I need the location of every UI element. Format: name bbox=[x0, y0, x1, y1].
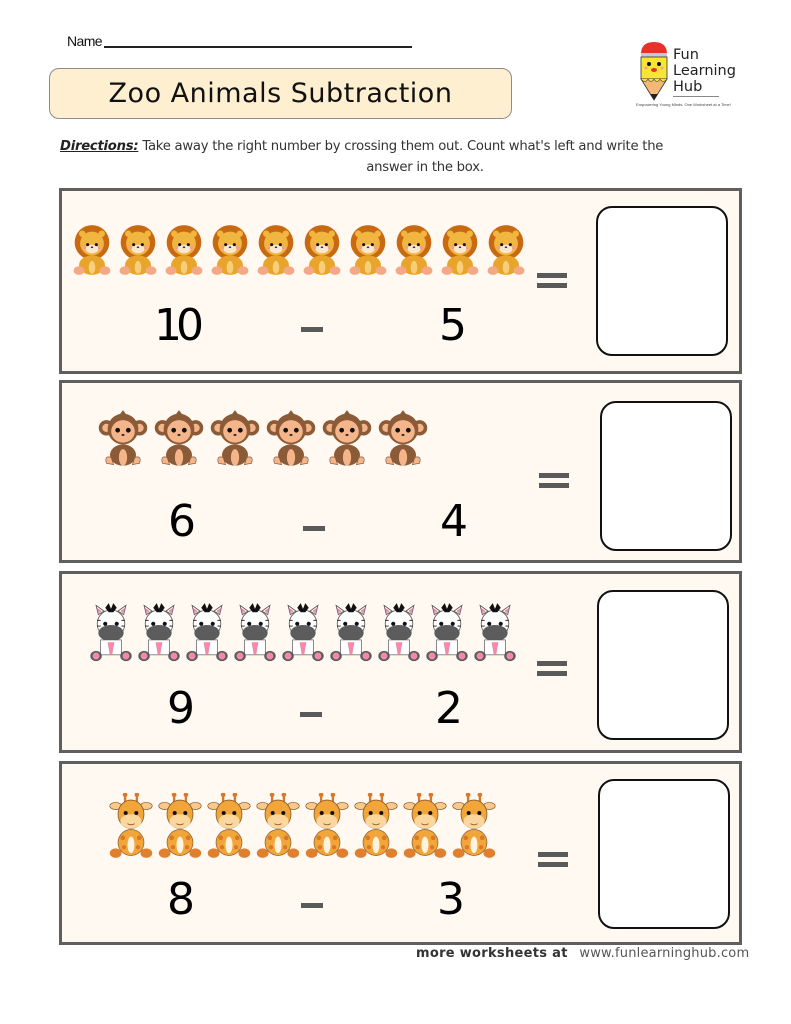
logo-line-learning: Learning bbox=[673, 63, 736, 79]
zebra-icon[interactable] bbox=[328, 603, 374, 663]
zebra-icon[interactable] bbox=[232, 603, 278, 663]
directions bbox=[60, 136, 680, 178]
logo-tagline: Empowering Young Minds, One Worksheet at a Time! bbox=[636, 102, 731, 107]
subtrahend: 4 bbox=[440, 496, 468, 547]
monkey-icon[interactable] bbox=[209, 410, 261, 467]
logo-line-fun: Fun bbox=[673, 47, 699, 63]
problem-panel-lions bbox=[59, 188, 742, 374]
minuend: 10 bbox=[154, 300, 198, 351]
lion-icon[interactable] bbox=[161, 224, 207, 276]
minuend: 6 bbox=[168, 496, 196, 547]
minus-sign bbox=[300, 712, 322, 717]
name-input-line[interactable] bbox=[104, 46, 412, 48]
answer-box[interactable] bbox=[597, 590, 729, 740]
logo-line-hub: Hub bbox=[673, 79, 703, 95]
name-row bbox=[67, 34, 412, 48]
directions-text-line2: answer in the box. bbox=[366, 160, 484, 175]
animal-row-monkeys bbox=[97, 410, 429, 467]
lion-icon[interactable] bbox=[253, 224, 299, 276]
answer-box[interactable] bbox=[598, 779, 730, 929]
subtrahend: 2 bbox=[435, 683, 463, 734]
giraffe-icon[interactable] bbox=[401, 793, 449, 859]
zebra-icon[interactable] bbox=[184, 603, 230, 663]
giraffe-icon[interactable] bbox=[156, 793, 204, 859]
equals-sign bbox=[538, 852, 568, 867]
lion-icon[interactable] bbox=[115, 224, 161, 276]
giraffe-icon[interactable] bbox=[107, 793, 155, 859]
minus-sign bbox=[301, 327, 323, 332]
zebra-icon[interactable] bbox=[376, 603, 422, 663]
monkey-icon[interactable] bbox=[97, 410, 149, 467]
footer-more-worksheets: more worksheets at bbox=[416, 946, 568, 961]
animal-row-lions bbox=[69, 224, 529, 276]
lion-icon[interactable] bbox=[345, 224, 391, 276]
subtrahend: 5 bbox=[439, 300, 467, 351]
minuend: 9 bbox=[167, 683, 195, 734]
monkey-icon[interactable] bbox=[265, 410, 317, 467]
giraffe-icon[interactable] bbox=[450, 793, 498, 859]
zebra-icon[interactable] bbox=[136, 603, 182, 663]
lion-icon[interactable] bbox=[391, 224, 437, 276]
directions-label: Directions: bbox=[60, 139, 139, 154]
answer-box[interactable] bbox=[600, 401, 732, 551]
zebra-icon[interactable] bbox=[424, 603, 470, 663]
lion-icon[interactable] bbox=[483, 224, 529, 276]
subtrahend: 3 bbox=[437, 874, 465, 925]
lion-icon[interactable] bbox=[207, 224, 253, 276]
lion-icon[interactable] bbox=[299, 224, 345, 276]
zebra-icon[interactable] bbox=[88, 603, 134, 663]
footer-url-link[interactable]: www.funlearninghub.com bbox=[579, 946, 750, 961]
animal-row-giraffes bbox=[107, 793, 498, 859]
name-label: Name bbox=[67, 33, 102, 49]
minus-sign bbox=[303, 526, 325, 531]
giraffe-icon[interactable] bbox=[205, 793, 253, 859]
answer-box[interactable] bbox=[596, 206, 728, 356]
giraffe-icon[interactable] bbox=[303, 793, 351, 859]
zebra-icon[interactable] bbox=[472, 603, 518, 663]
problem-panel-monkeys bbox=[59, 380, 742, 563]
page-title: Zoo Animals Subtraction bbox=[108, 78, 453, 109]
title-banner bbox=[49, 68, 512, 119]
monkey-icon[interactable] bbox=[153, 410, 205, 467]
footer bbox=[416, 945, 749, 961]
pencil-mascot-icon bbox=[636, 40, 672, 102]
animal-row-zebras bbox=[88, 603, 518, 663]
lion-icon[interactable] bbox=[69, 224, 115, 276]
equals-sign bbox=[537, 661, 567, 676]
zebra-icon[interactable] bbox=[280, 603, 326, 663]
logo bbox=[636, 40, 766, 120]
monkey-icon[interactable] bbox=[377, 410, 429, 467]
minus-sign bbox=[301, 903, 323, 908]
logo-divider bbox=[673, 96, 719, 97]
equals-sign bbox=[537, 273, 567, 288]
problem-panel-giraffes bbox=[59, 761, 742, 945]
monkey-icon[interactable] bbox=[321, 410, 373, 467]
minuend: 8 bbox=[167, 874, 195, 925]
giraffe-icon[interactable] bbox=[352, 793, 400, 859]
lion-icon[interactable] bbox=[437, 224, 483, 276]
logo-text bbox=[673, 47, 736, 95]
equals-sign bbox=[539, 473, 569, 488]
giraffe-icon[interactable] bbox=[254, 793, 302, 859]
problem-panel-zebras bbox=[59, 571, 742, 753]
directions-text-line1: Take away the right number by crossing them out. Count what's left and write the bbox=[142, 139, 664, 154]
